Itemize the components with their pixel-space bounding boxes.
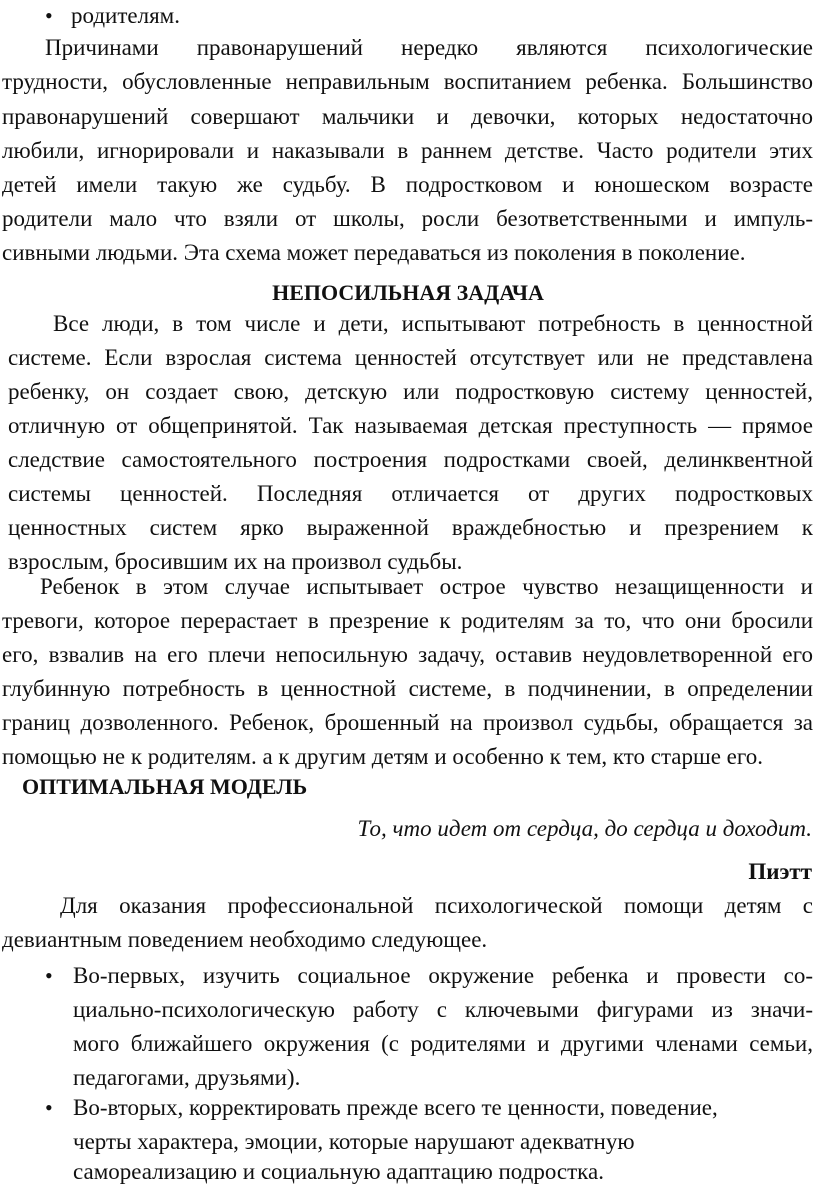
- bullet-marker: •: [45, 1095, 53, 1120]
- paragraph-line: отличную от общепринятой. Так называемая детская преступность — прямое: [8, 413, 813, 438]
- bullet-marker: •: [45, 3, 53, 28]
- list-item-text: родителям.: [71, 3, 180, 28]
- list-item-line: самореализацию и социальную адаптацию подростка.: [73, 1159, 604, 1184]
- paragraph-line: ребенку, он создает свою, детскую или подростковую систему ценностей,: [8, 379, 813, 404]
- epigraph-author: Пиэтт: [748, 859, 812, 884]
- paragraph-line: Ребенок в этом случае испытывает острое чувство незащищенности и: [40, 574, 813, 599]
- list-item-line: педагогами, друзьями).: [73, 1065, 301, 1090]
- paragraph-line: детей имели такую же судьбу. В подростковом и юношеском возрасте: [2, 172, 813, 197]
- paragraph-line: помощью не к родителям. а к другим детям и особенно к тем, кто старше его.: [2, 744, 763, 769]
- section-heading: ОПТИМАЛЬНАЯ МОДЕЛЬ: [22, 774, 308, 799]
- epigraph-quote: То, что идет от сердца, до сердца и доходит.: [357, 816, 812, 841]
- paragraph-line: тревоги, которое перерастает в презрение к родителям за то, что они бросили: [2, 608, 813, 633]
- list-item-line: циально-психологическую работу с ключевыми фигурами из значи-: [73, 997, 813, 1022]
- paragraph-line: сивными людьми. Эта схема может передаваться из поколения в поколение.: [2, 240, 746, 265]
- paragraph-line: следствие самостоятельного построения подростками своей, делинквентной: [8, 447, 813, 472]
- paragraph-line: системы ценностей. Последняя отличается от других подростковых: [8, 481, 813, 506]
- paragraph-line: границ дозволенного. Ребенок, брошенный на произвол судьбы, обращается за: [2, 710, 813, 735]
- list-item-line: Во-первых, изучить социальное окружение ребенка и провести со-: [73, 963, 813, 988]
- section-heading: НЕПОСИЛЬНАЯ ЗАДАЧА: [272, 280, 544, 305]
- paragraph-line: Причинами правонарушений нередко являются психологические: [45, 35, 813, 60]
- paragraph-line: системе. Если взрослая система ценностей отсутствует или не представлена: [8, 345, 813, 370]
- list-item-line: Во-вторых, корректировать прежде всего те ценности, поведение,: [73, 1095, 718, 1120]
- paragraph-line: взрослым, бросившим их на произвол судьбы.: [8, 549, 463, 574]
- paragraph-line: Для оказания профессиональной психологической помощи детям с: [60, 893, 813, 918]
- list-item-line: мого ближайшего окружения (с родителями и другими членами семьи,: [73, 1031, 813, 1056]
- paragraph-line: девиантным поведением необходимо следующее.: [2, 927, 488, 952]
- paragraph-line: родители мало что взяли от школы, росли безответственными и импуль-: [2, 206, 813, 231]
- paragraph-line: правонарушений совершают мальчики и девочки, которых недостаточно: [2, 104, 813, 129]
- paragraph-line: глубинную потребность в ценностной системе, в подчинении, в определении: [2, 676, 813, 701]
- paragraph-line: ценностных систем ярко выраженной враждебностью и презрением к: [8, 515, 813, 540]
- paragraph-line: трудности, обусловленные неправильным воспитанием ребенка. Большинство: [2, 69, 813, 94]
- paragraph-line: его, взвалив на его плечи непосильную задачу, оставив неудовлетворенной его: [2, 642, 813, 667]
- paragraph-line: Все люди, в том числе и дети, испытывают потребность в ценностной: [53, 311, 813, 336]
- bullet-marker: •: [45, 963, 53, 988]
- list-item-line: черты характера, эмоции, которые нарушают адекватную: [73, 1129, 635, 1154]
- paragraph-line: любили, игнорировали и наказывали в раннем детстве. Часто родители этих: [2, 138, 813, 163]
